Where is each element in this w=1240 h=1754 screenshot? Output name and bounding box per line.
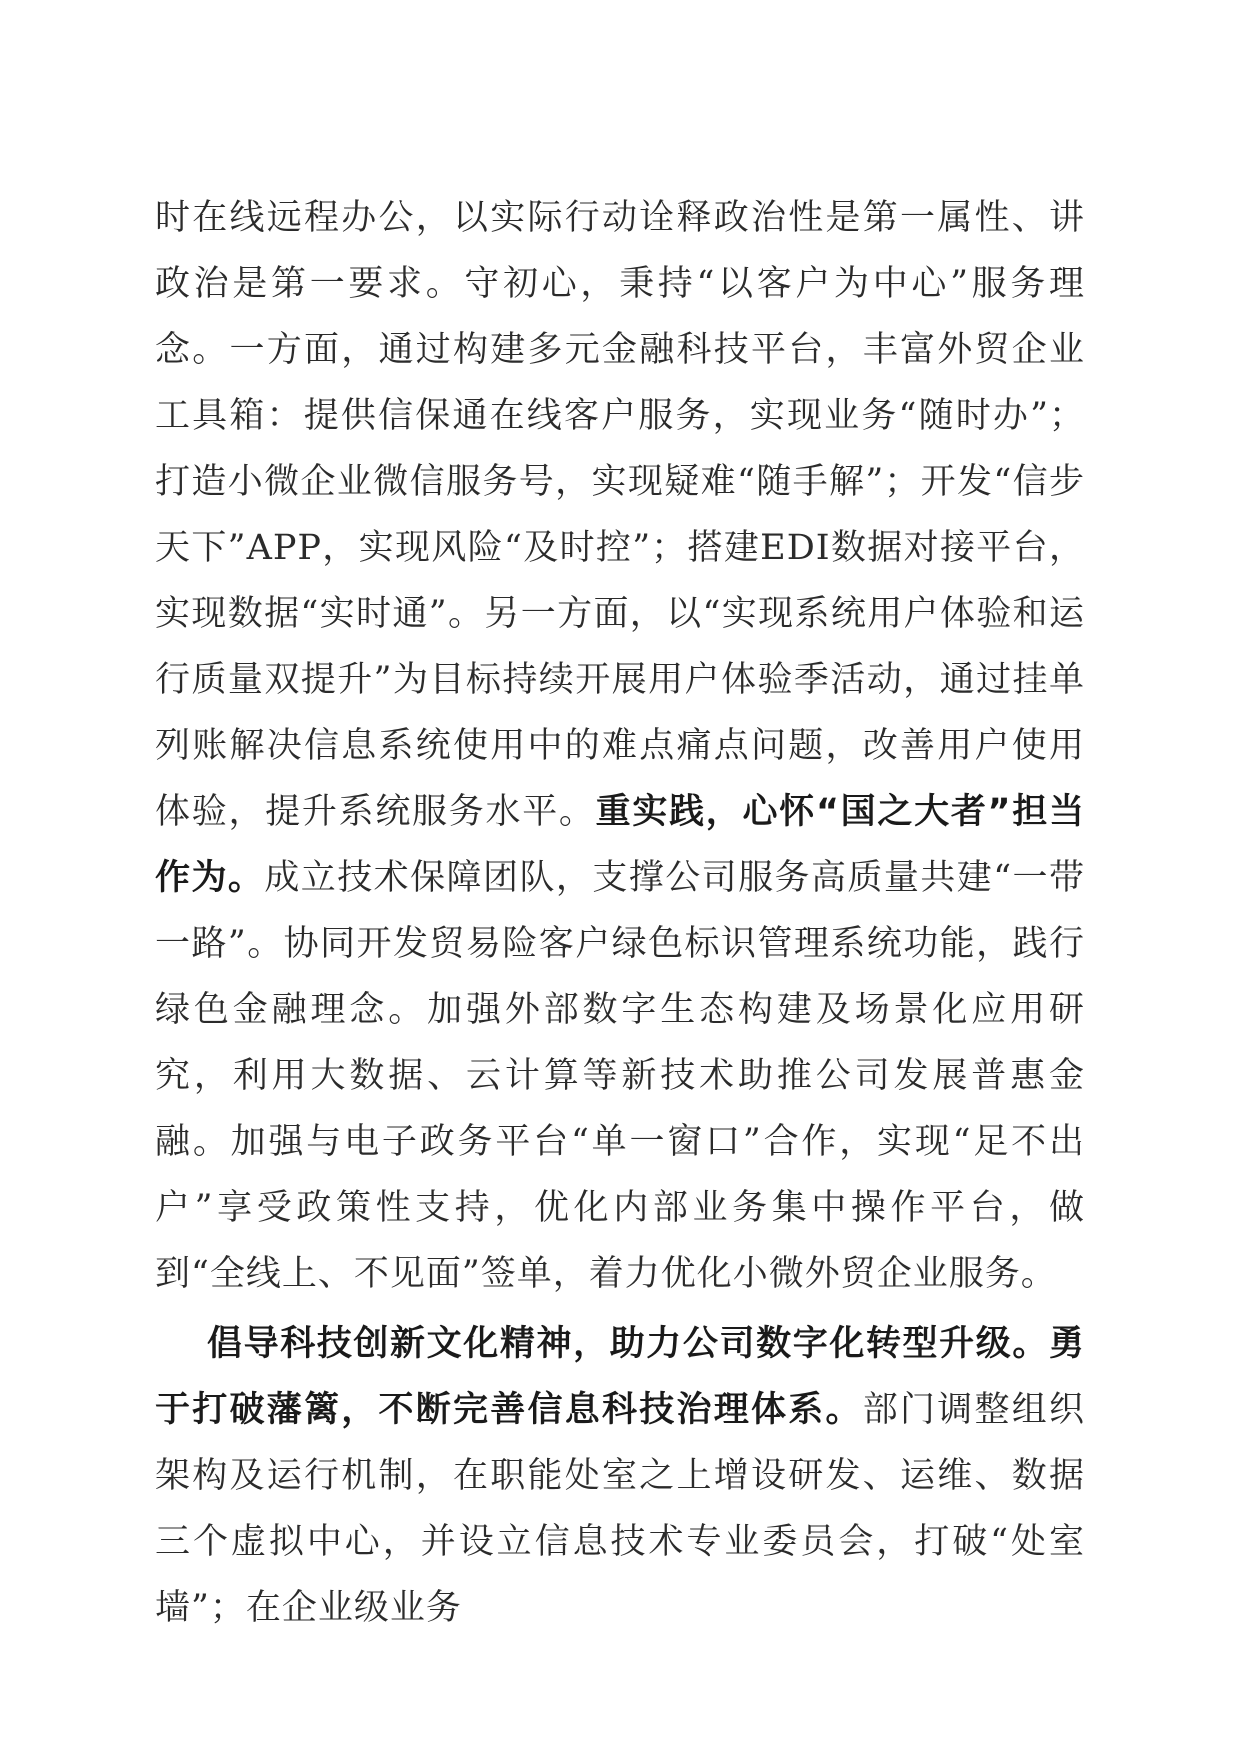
paragraph-2 bbox=[155, 1311, 1085, 1641]
paragraph-1-run-3: 成立技术保障团队，支撑公司服务高质量共建“一带一路”。协同开发贸易险客户绿色标识管理系统功能，践行绿色金融理念。加强外部数字生态构建及场景化应用研究，利用大数据、云计算等新技术助推公司发展普惠金融。加强与电子政务平台“单一窗口”合作，实现“足不出户”享受政策性支持，优化内部业务集中操作平台，做到“全线上、不见面”签单，着力优化小微外贸企业服务。 bbox=[155, 858, 1085, 1294]
document-body bbox=[155, 185, 1085, 1645]
paragraph-1-bold-heading: 重实践，心怀“国之大者”担当作为。 bbox=[155, 792, 1085, 898]
paragraph-1 bbox=[155, 185, 1085, 1307]
paragraph-1-run-1: 时在线远程办公，以实际行动诠释政治性是第一属性、讲政治是第一要求。守初心，秉持“以客户为中心”服务理念。一方面，通过构建多元金融科技平台，丰富外贸企业工具箱：提供信保通在线客户服务，实现业务“随时办”；打造小微企业微信服务号，实现疑难“随手解”；开发“信步天下”APP，实现风险“及时控”；搭建EDI数据对接平台，实现数据“实时通”。另一方面，以“实现系统用户体验和运行质量双提升”为目标持续开展用户体验季活动，通过挂单列账解决信息系统使用中的难点痛点问题，改善用户使用体验，提升系统服务水平。 bbox=[155, 198, 1085, 832]
paragraph-2-run-2: 部门调整组织架构及运行机制，在职能处室之上增设研发、运维、数据三个虚拟中心，并设立信息技术专业委员会，打破“处室墙”；在企业级业务 bbox=[155, 1390, 1085, 1628]
paragraph-2-bold-heading: 倡导科技创新文化精神，助力公司数字化转型升级。勇于打破藩篱，不断完善信息科技治理体系。 bbox=[155, 1324, 1085, 1430]
